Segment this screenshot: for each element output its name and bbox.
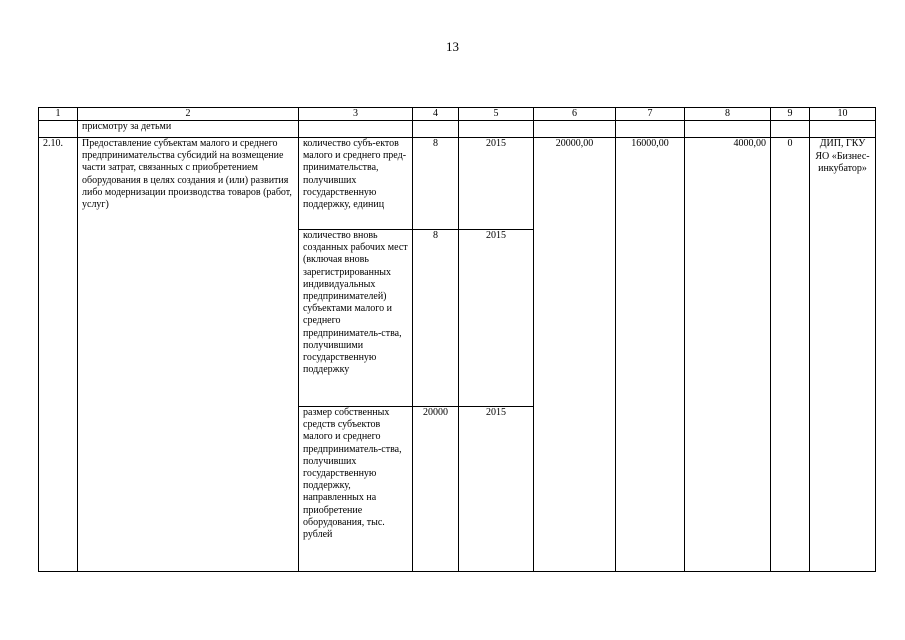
empty-cell <box>616 121 685 138</box>
header-cell: 1 <box>39 108 78 121</box>
header-cell: 3 <box>299 108 413 121</box>
empty-cell <box>39 121 78 138</box>
federal-amount: 16000,00 <box>616 138 685 572</box>
row-number: 2.10. <box>39 138 78 572</box>
empty-cell <box>771 121 810 138</box>
indicator-name: размер собственных средств субъектов малого и среднего предприниматель-ства, получивших государственную поддержку, направленных на приобретение оборудования, тыс. рублей <box>299 407 413 572</box>
indicator-year: 2015 <box>459 230 534 407</box>
header-cell: 8 <box>685 108 771 121</box>
measure-name: Предоставление субъектам малого и среднего предпринимательства субсидий на возмещение части затрат, связанных с приобретением оборудования в целях создания и (или) развития либо модернизации производства товаров (работ, услуг) <box>78 138 299 572</box>
header-cell: 6 <box>534 108 616 121</box>
total-amount: 20000,00 <box>534 138 616 572</box>
header-cell: 7 <box>616 108 685 121</box>
header-cell: 10 <box>810 108 876 121</box>
indicator-value: 8 <box>413 138 459 230</box>
header-cell: 4 <box>413 108 459 121</box>
regional-amount: 4000,00 <box>685 138 771 572</box>
indicator-name: количество вновь созданных рабочих мест (включая вновь зарегистрированных индивидуальных предпринимателей) субъектами малого и среднего предприниматель-ства, получившими государственную поддержку <box>299 230 413 407</box>
indicator-year: 2015 <box>459 138 534 230</box>
indicator-name: количество субъ-ектов малого и среднего пред-принимательства, получивших государственную поддержку, единиц <box>299 138 413 230</box>
executor: ДИП, ГКУ ЯО «Бизнес-инкубатор» <box>810 138 876 572</box>
header-cell: 9 <box>771 108 810 121</box>
measure-continuation: присмотру за детьми <box>78 121 299 138</box>
indicator-year: 2015 <box>459 407 534 572</box>
empty-cell <box>534 121 616 138</box>
indicator-value: 8 <box>413 230 459 407</box>
empty-cell <box>685 121 771 138</box>
header-cell: 5 <box>459 108 534 121</box>
indicator-value: 20000 <box>413 407 459 572</box>
page-number: 13 <box>446 39 459 54</box>
empty-cell <box>299 121 413 138</box>
header-cell: 2 <box>78 108 299 121</box>
empty-cell <box>459 121 534 138</box>
program-table <box>38 107 876 572</box>
empty-cell <box>413 121 459 138</box>
continuation-row <box>39 121 876 138</box>
table-row <box>39 138 876 230</box>
header-row <box>39 108 876 121</box>
local-amount: 0 <box>771 138 810 572</box>
empty-cell <box>810 121 876 138</box>
